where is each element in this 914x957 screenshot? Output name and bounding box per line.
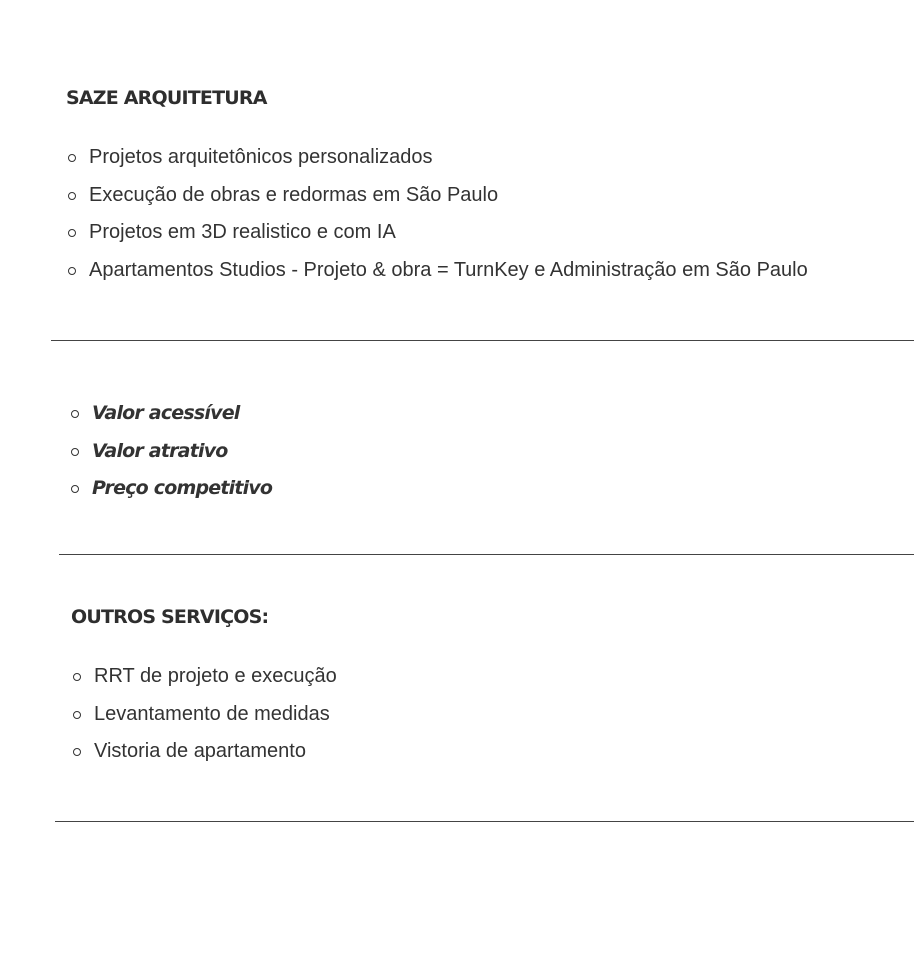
circle-bullet-icon	[68, 192, 76, 200]
list-item-text: Execução de obras e redormas em São Paulo	[89, 183, 499, 206]
list-item-text: Apartamentos Studios - Projeto & obra = TurnKey e Administração em São Paulo	[89, 258, 808, 281]
section-divider	[59, 554, 914, 555]
list-item	[66, 252, 808, 290]
list-item-text: Valor acessível	[92, 402, 240, 424]
circle-bullet-icon	[68, 229, 76, 237]
section-divider	[51, 340, 914, 341]
list-item	[66, 214, 808, 252]
list-item-text: Levantamento de medidas	[94, 702, 330, 725]
section-heading-outros-servicos: OUTROS SERVIÇOS:	[71, 606, 269, 628]
list-item-text: Projetos arquitetônicos personalizados	[89, 146, 433, 168]
list-item-text: Valor atrativo	[92, 439, 228, 462]
list-item	[69, 433, 272, 471]
list-item-text: RRT de projeto e execução	[94, 665, 337, 687]
list-item	[66, 177, 808, 215]
circle-bullet-icon	[73, 711, 81, 719]
list-item	[71, 733, 337, 771]
section-divider	[55, 821, 914, 822]
list-item-text: Preço competitivo	[92, 477, 273, 499]
section-heading-saze-arquitetura: SAZE ARQUITETURA	[66, 87, 267, 109]
circle-bullet-icon	[68, 154, 76, 162]
circle-bullet-icon	[71, 410, 79, 418]
circle-bullet-icon	[71, 485, 79, 493]
list-item	[69, 470, 272, 508]
circle-bullet-icon	[73, 748, 81, 756]
circle-bullet-icon	[73, 673, 81, 681]
circle-bullet-icon	[71, 448, 79, 456]
list-item	[66, 139, 808, 177]
list-item-text: Vistoria de apartamento	[94, 740, 306, 762]
list-item	[71, 658, 337, 696]
circle-bullet-icon	[68, 267, 76, 275]
other-services-list	[71, 658, 337, 771]
pricing-highlights-list	[69, 395, 272, 508]
list-item	[69, 395, 272, 433]
list-item-text: Projetos em 3D realistico e com IA	[89, 221, 396, 243]
services-list	[66, 139, 808, 289]
list-item	[71, 696, 337, 734]
